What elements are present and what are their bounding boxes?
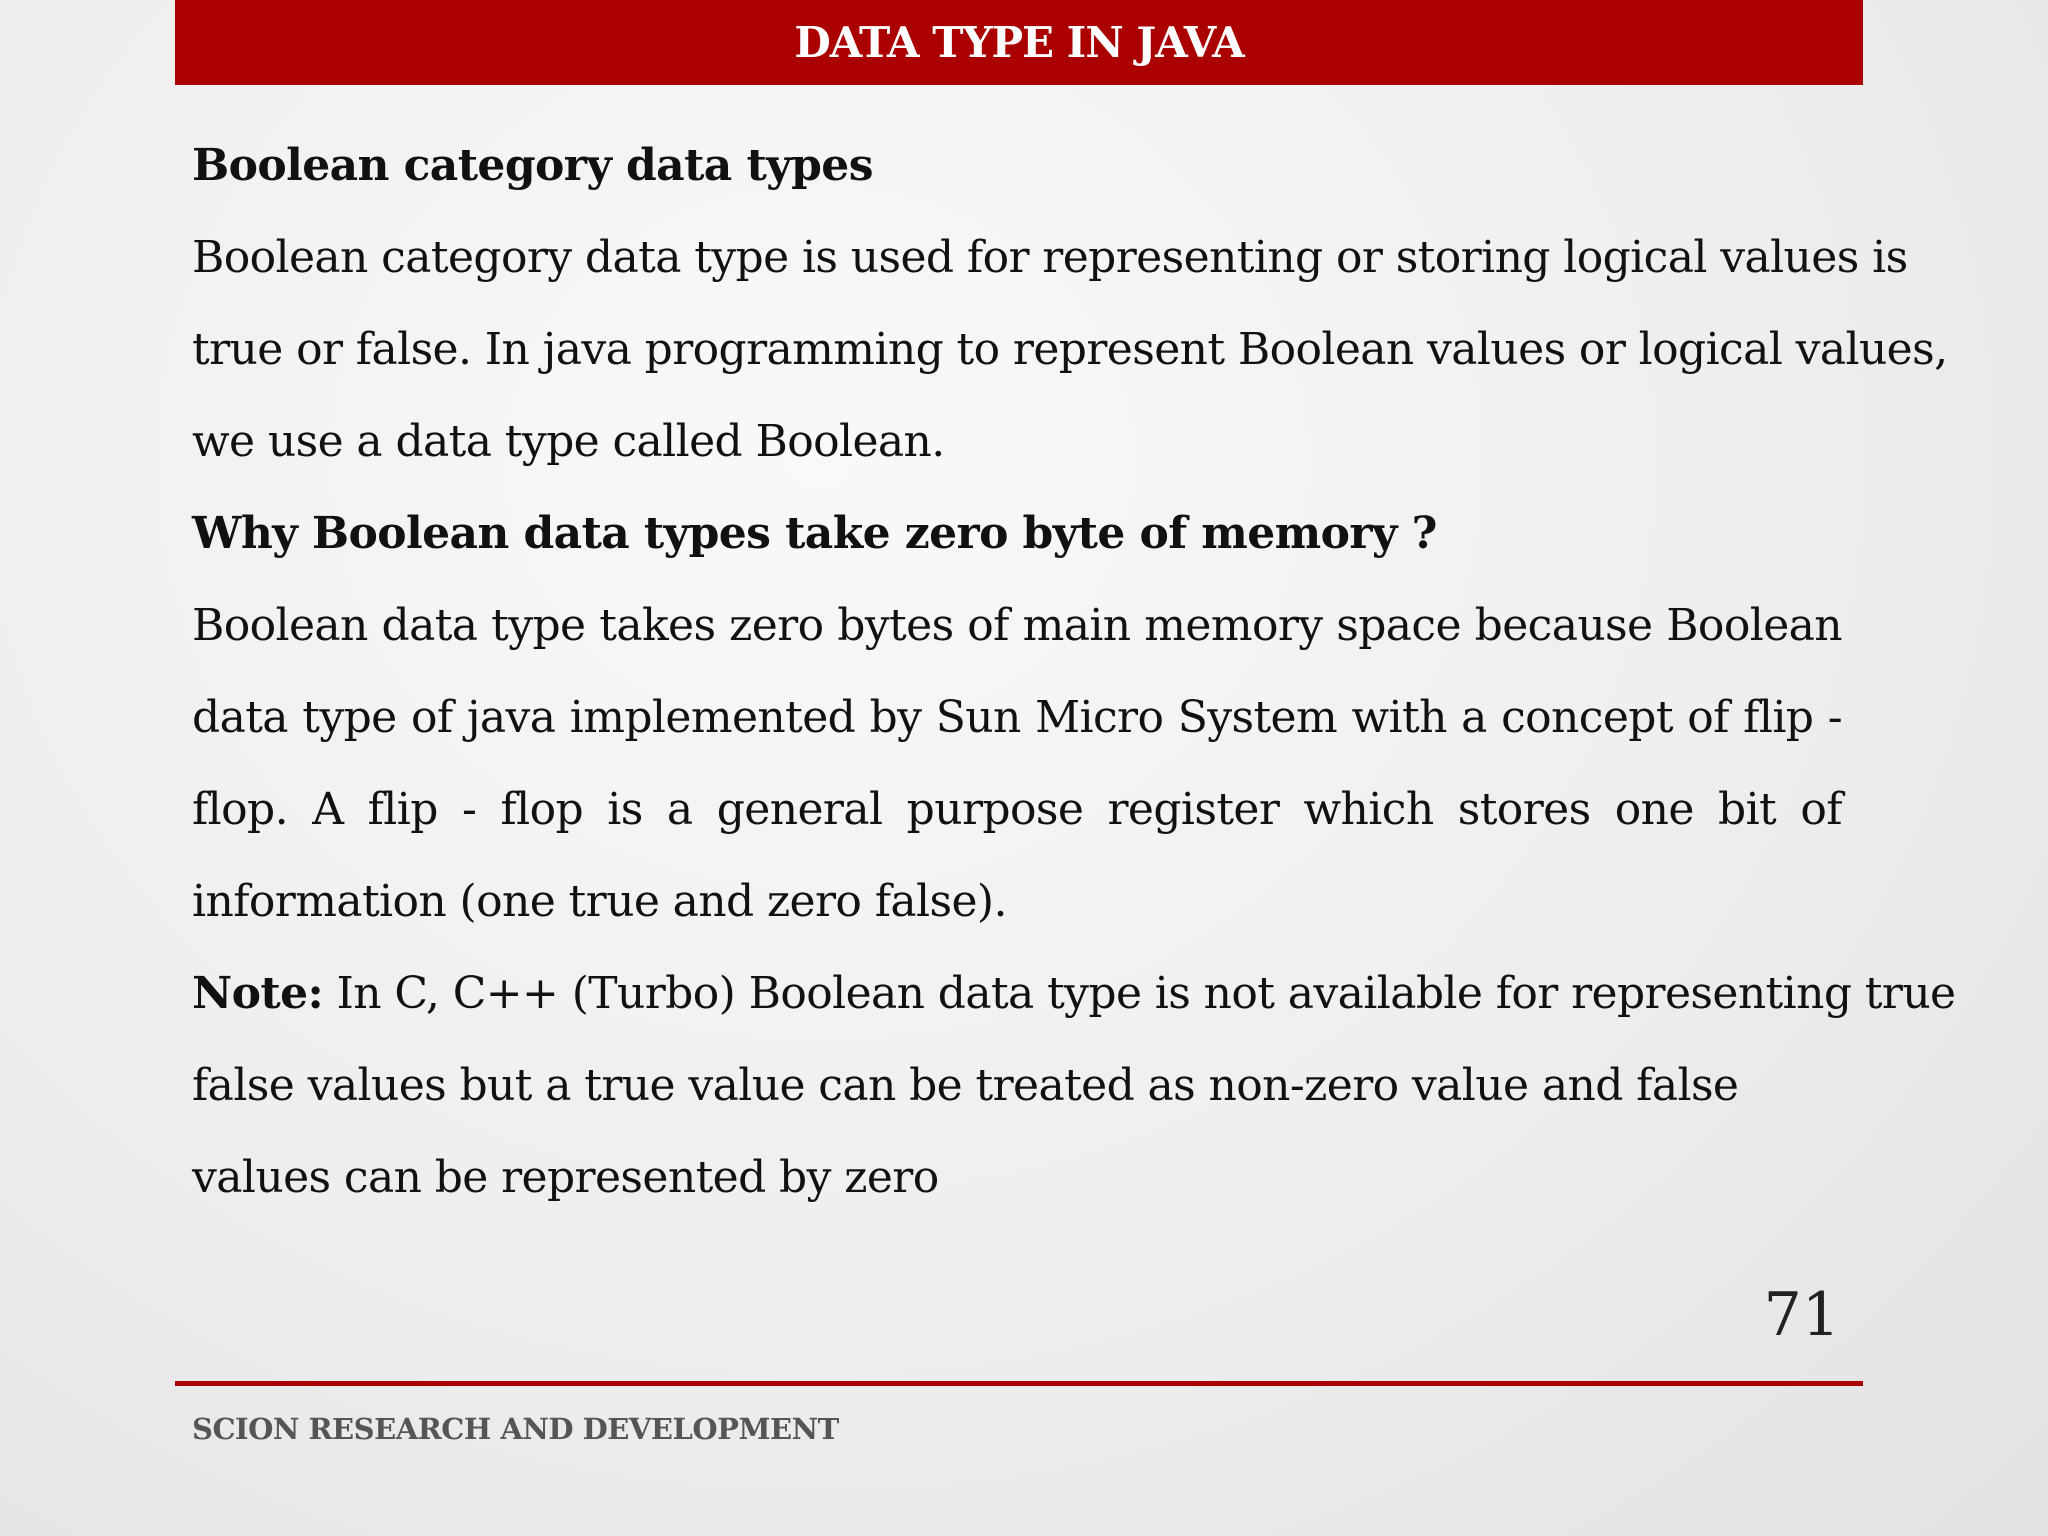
word: implemented: [569, 692, 856, 743]
note-label: Note:: [192, 968, 324, 1019]
word: takes: [599, 600, 716, 651]
word: concept: [1501, 692, 1673, 743]
word: a: [666, 784, 693, 835]
word: because: [1474, 600, 1653, 651]
word: flop.: [192, 784, 289, 835]
word: bytes: [837, 600, 954, 651]
note-line: false values but a true value can be treated as non-zero value and false: [192, 1060, 1739, 1111]
word: of: [1687, 692, 1729, 743]
word: one: [1614, 784, 1694, 835]
word: java: [466, 692, 556, 743]
para1-line: true or false. In java programming to represent Boolean values or logical values,: [192, 324, 1948, 375]
word: memory: [1144, 600, 1323, 651]
heading-why-zero-byte: Why Boolean data types take zero byte of memory ?: [192, 508, 1437, 559]
word: data: [192, 692, 288, 743]
word: main: [1022, 600, 1131, 651]
word: Micro: [1035, 692, 1164, 743]
word: of: [967, 600, 1009, 651]
word: flip: [1743, 692, 1814, 743]
word: with: [1351, 692, 1447, 743]
word: a: [1461, 692, 1487, 743]
note-text: In C, C++ (Turbo) Boolean data type is not available for representing true: [323, 968, 1956, 1019]
title-bar: [175, 0, 1863, 85]
word: bit: [1718, 784, 1777, 835]
word: type: [302, 692, 397, 743]
word: flip: [367, 784, 438, 835]
word: purpose: [906, 784, 1084, 835]
slide-title: DATA TYPE IN JAVA: [794, 18, 1244, 67]
word: -: [461, 784, 477, 835]
para1-line: Boolean category data type is used for representing or storing logical values is: [192, 232, 1908, 283]
note-line: [192, 948, 1956, 1040]
word: -: [1827, 692, 1842, 743]
note-line: values can be represented by zero: [192, 1152, 939, 1203]
para2-line: [192, 764, 1842, 856]
word: Sun: [935, 692, 1021, 743]
word: of: [410, 692, 453, 743]
para2-line: [192, 672, 1842, 764]
para2-line: information (one true and zero false).: [192, 876, 1007, 927]
footer-rule: [175, 1381, 1863, 1386]
word: register: [1107, 784, 1280, 835]
heading-boolean-category: Boolean category data types: [192, 140, 873, 191]
page-number: 71: [1763, 1280, 1840, 1350]
word: which: [1303, 784, 1434, 835]
word: Boolean: [1666, 600, 1842, 651]
word: general: [716, 784, 883, 835]
word: System: [1177, 692, 1338, 743]
word: data: [381, 600, 478, 651]
word: A: [312, 784, 344, 835]
word: Boolean: [192, 600, 368, 651]
word: by: [869, 692, 922, 743]
slide-content: [192, 120, 1956, 1224]
para1-line: we use a data type called Boolean.: [192, 416, 945, 467]
word: is: [607, 784, 643, 835]
word: zero: [729, 600, 824, 651]
word: of: [1800, 784, 1842, 835]
word: stores: [1457, 784, 1591, 835]
word: space: [1336, 600, 1461, 651]
word: flop: [500, 784, 584, 835]
footer-text: SCION RESEARCH AND DEVELOPMENT: [192, 1412, 839, 1446]
word: type: [491, 600, 586, 651]
para2-line: [192, 580, 1842, 672]
